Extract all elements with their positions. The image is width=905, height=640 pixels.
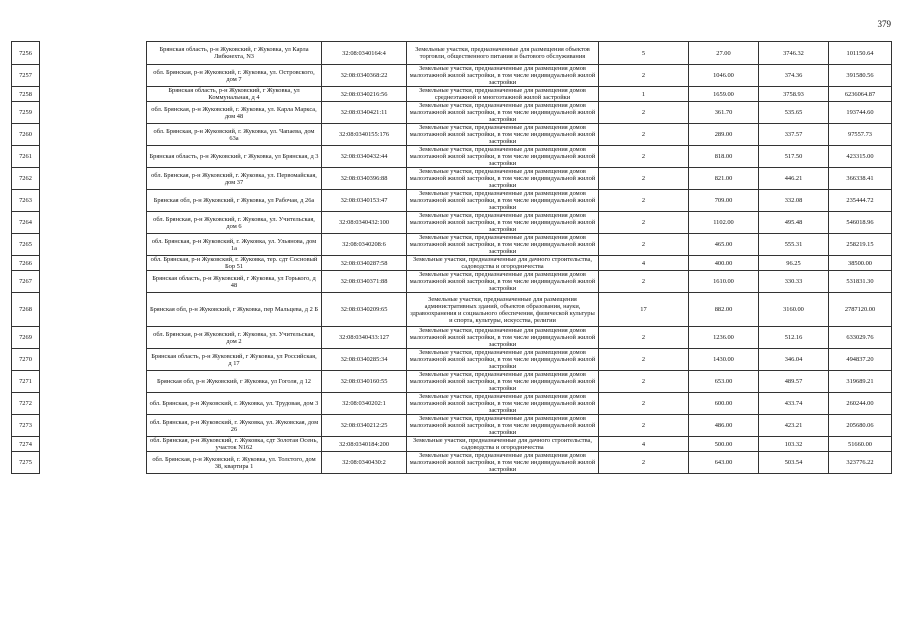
land-use-cell: Земельные участки, предназначенные для размещения домов малоэтажной жилой застройки, в том числе индивидуальной жилой застройки (407, 371, 599, 393)
gap-cell (40, 42, 147, 65)
cadastral-value-cell: 38500.00 (829, 256, 892, 271)
rate-cell: 289.00 (689, 124, 759, 146)
table-row (12, 415, 892, 437)
address-cell: обл. Брянская, р-н Жуковский, г. Жуковка, тер. сдт Сосновый Бор 51 (147, 256, 322, 271)
group-cell: 2 (599, 102, 689, 124)
cadastral-number-cell: 32:08:0340164:4 (322, 42, 407, 65)
rate-cell: 27.00 (689, 42, 759, 65)
area-cell: 96.25 (759, 256, 829, 271)
group-cell: 4 (599, 437, 689, 452)
address-cell: Брянская область, р-н Жуковский, г Жуковка, ул Российская, д 17 (147, 349, 322, 371)
cadastral-number-cell: 32:08:0340209:65 (322, 293, 407, 327)
rate-cell: 818.00 (689, 146, 759, 168)
gap-cell (40, 234, 147, 256)
land-use-cell: Земельные участки, предназначенные для размещения домов малоэтажной жилой застройки, в том числе индивидуальной жилой застройки (407, 212, 599, 234)
row-id-cell: 7274 (12, 437, 40, 452)
land-use-cell: Земельные участки, предназначенные для размещения домов малоэтажной жилой застройки, в том числе индивидуальной жилой застройки (407, 102, 599, 124)
cadastral-number-cell: 32:08:0340430:2 (322, 452, 407, 474)
rate-cell: 1236.00 (689, 327, 759, 349)
cadastral-value-cell: 423315.00 (829, 146, 892, 168)
table-row (12, 124, 892, 146)
cadastral-value-cell: 260244.00 (829, 393, 892, 415)
group-cell: 2 (599, 190, 689, 212)
table-row (12, 452, 892, 474)
gap-cell (40, 371, 147, 393)
cadastral-value-cell: 633029.76 (829, 327, 892, 349)
area-cell: 446.21 (759, 168, 829, 190)
group-cell: 2 (599, 393, 689, 415)
group-cell: 2 (599, 271, 689, 293)
gap-cell (40, 393, 147, 415)
cadastral-number-cell: 32:08:0340421:11 (322, 102, 407, 124)
cadastral-value-cell: 531831.30 (829, 271, 892, 293)
table-row (12, 256, 892, 271)
group-cell: 2 (599, 415, 689, 437)
gap-cell (40, 65, 147, 87)
gap-cell (40, 146, 147, 168)
area-cell: 423.21 (759, 415, 829, 437)
address-cell: Брянская обл, р-н Жуковский, г Жуковка, ул Рабочая, д 26а (147, 190, 322, 212)
gap-cell (40, 124, 147, 146)
group-cell: 2 (599, 234, 689, 256)
area-cell: 512.16 (759, 327, 829, 349)
address-cell: обл. Брянская, р-н Жуковский, г. Жуковка, ул. Толстого, дом 38, квартира 1 (147, 452, 322, 474)
row-id-cell: 7270 (12, 349, 40, 371)
rate-cell: 500.00 (689, 437, 759, 452)
gap-cell (40, 212, 147, 234)
group-cell: 2 (599, 212, 689, 234)
table-row (12, 293, 892, 327)
cadastral-number-cell: 32:08:0340371:88 (322, 271, 407, 293)
cadastral-value-cell: 391580.56 (829, 65, 892, 87)
land-use-cell: Земельные участки, предназначенные для размещения домов малоэтажной жилой застройки, в том числе индивидуальной жилой застройки (407, 271, 599, 293)
address-cell: обл. Брянская, р-н Жуковский, г. Жуковка, ул. Ульянова, дом 1а (147, 234, 322, 256)
table-row (12, 393, 892, 415)
table-row (12, 234, 892, 256)
land-use-cell: Земельные участки, предназначенные для размещения домов малоэтажной жилой застройки, в том числе индивидуальной жилой застройки (407, 65, 599, 87)
group-cell: 2 (599, 168, 689, 190)
group-cell: 2 (599, 452, 689, 474)
cadastral-number-cell: 32:08:0340155:176 (322, 124, 407, 146)
address-cell: обл. Брянская, р-н Жуковский, г. Жуковка, ул. Первомайская, дом 37 (147, 168, 322, 190)
cadastral-number-cell: 32:08:0340432:100 (322, 212, 407, 234)
group-cell: 5 (599, 42, 689, 65)
row-id-cell: 7262 (12, 168, 40, 190)
area-cell: 433.74 (759, 393, 829, 415)
cadastral-value-cell: 6236064.87 (829, 87, 892, 102)
land-use-cell: Земельные участки, предназначенные для дачного строительства, садоводства и огородничества (407, 437, 599, 452)
area-cell: 489.57 (759, 371, 829, 393)
group-cell: 1 (599, 87, 689, 102)
area-cell: 337.57 (759, 124, 829, 146)
land-use-cell: Земельные участки, предназначенные для размещения домов малоэтажной жилой застройки, в том числе индивидуальной жилой застройки (407, 168, 599, 190)
row-id-cell: 7263 (12, 190, 40, 212)
row-id-cell: 7264 (12, 212, 40, 234)
gap-cell (40, 190, 147, 212)
table-row (12, 190, 892, 212)
address-cell: обл. Брянская, р-н Жуковский, г. Жуковка, ул. Жуковская, дом 26 (147, 415, 322, 437)
table-row (12, 212, 892, 234)
table-row (12, 271, 892, 293)
cadastral-number-cell: 32:08:0340285:34 (322, 349, 407, 371)
land-use-cell: Земельные участки, предназначенные для размещения домов малоэтажной жилой застройки, в том числе индивидуальной жилой застройки (407, 234, 599, 256)
row-id-cell: 7273 (12, 415, 40, 437)
table-row (12, 65, 892, 87)
cadastral-value-cell: 319689.21 (829, 371, 892, 393)
rate-cell: 882.00 (689, 293, 759, 327)
area-cell: 103.32 (759, 437, 829, 452)
cadastral-value-cell: 323776.22 (829, 452, 892, 474)
address-cell: обл. Брянская, р-н Жуковский, г. Жуковка, ул. Островского, дом 7 (147, 65, 322, 87)
area-cell: 535.65 (759, 102, 829, 124)
rate-cell: 1046.00 (689, 65, 759, 87)
cadastral-number-cell: 32:08:0340160:55 (322, 371, 407, 393)
area-cell: 503.54 (759, 452, 829, 474)
cadastral-value-cell: 366338.41 (829, 168, 892, 190)
address-cell: обл. Брянская, р-н Жуковский, г. Жуковка, ул. Карла Маркса, дом 48 (147, 102, 322, 124)
group-cell: 2 (599, 124, 689, 146)
cadastral-number-cell: 32:08:0340208:6 (322, 234, 407, 256)
gap-cell (40, 437, 147, 452)
land-use-cell: Земельные участки, предназначенные для дачного строительства, садоводства и огородничества (407, 256, 599, 271)
land-registry-table (11, 41, 892, 474)
rate-cell: 465.00 (689, 234, 759, 256)
land-use-cell: Земельные участки, предназначенные для размещения объектов торговли, общественного питания и бытового обслуживания (407, 42, 599, 65)
cadastral-value-cell: 205680.06 (829, 415, 892, 437)
cadastral-number-cell: 32:08:0340433:127 (322, 327, 407, 349)
cadastral-value-cell: 2787120.00 (829, 293, 892, 327)
land-use-cell: Земельные участки, предназначенные для размещения домов малоэтажной жилой застройки, в том числе индивидуальной жилой застройки (407, 190, 599, 212)
cadastral-value-cell: 235444.72 (829, 190, 892, 212)
address-cell: Брянская область, р-н Жуковский, г Жуковка, ул Брянская, д 3 (147, 146, 322, 168)
land-use-cell: Земельные участки, предназначенные для размещения домов малоэтажной жилой застройки, в том числе индивидуальной жилой застройки (407, 415, 599, 437)
rate-cell: 1102.00 (689, 212, 759, 234)
rate-cell: 361.70 (689, 102, 759, 124)
cadastral-number-cell: 32:08:0340396:88 (322, 168, 407, 190)
row-id-cell: 7275 (12, 452, 40, 474)
cadastral-value-cell: 546018.96 (829, 212, 892, 234)
cadastral-number-cell: 32:08:0340287:58 (322, 256, 407, 271)
address-cell: Брянская область, р-н Жуковский, г Жуковка, ул Карла Либкнехта, N3 (147, 42, 322, 65)
group-cell: 17 (599, 293, 689, 327)
cadastral-number-cell: 32:08:0340184:200 (322, 437, 407, 452)
table-row (12, 437, 892, 452)
cadastral-number-cell: 32:08:0340212:25 (322, 415, 407, 437)
page-number: 379 (877, 19, 891, 29)
area-cell: 330.33 (759, 271, 829, 293)
rate-cell: 821.00 (689, 168, 759, 190)
row-id-cell: 7268 (12, 293, 40, 327)
gap-cell (40, 87, 147, 102)
row-id-cell: 7272 (12, 393, 40, 415)
cadastral-number-cell: 32:08:0340216:56 (322, 87, 407, 102)
rate-cell: 653.00 (689, 371, 759, 393)
land-use-cell: Земельные участки, предназначенные для размещения домов среднеэтажной и многоэтажной жилой застройки (407, 87, 599, 102)
cadastral-number-cell: 32:08:0340432:44 (322, 146, 407, 168)
gap-cell (40, 168, 147, 190)
table-body (12, 42, 892, 474)
group-cell: 2 (599, 65, 689, 87)
row-id-cell: 7265 (12, 234, 40, 256)
group-cell: 2 (599, 146, 689, 168)
area-cell: 3746.32 (759, 42, 829, 65)
group-cell: 2 (599, 327, 689, 349)
table-row (12, 146, 892, 168)
rate-cell: 1659.00 (689, 87, 759, 102)
cadastral-number-cell: 32:08:0340368:22 (322, 65, 407, 87)
group-cell: 2 (599, 371, 689, 393)
table-row (12, 371, 892, 393)
address-cell: Брянская обл, р-н Жуковский, г Жуковка, пер Мальцева, д 2 Б (147, 293, 322, 327)
rate-cell: 600.00 (689, 393, 759, 415)
table-row (12, 349, 892, 371)
row-id-cell: 7267 (12, 271, 40, 293)
area-cell: 3160.00 (759, 293, 829, 327)
rate-cell: 1430.00 (689, 349, 759, 371)
table-row (12, 327, 892, 349)
rate-cell: 709.00 (689, 190, 759, 212)
area-cell: 555.31 (759, 234, 829, 256)
table-row (12, 168, 892, 190)
cadastral-value-cell: 494837.20 (829, 349, 892, 371)
land-use-cell: Земельные участки, предназначенные для размещения домов малоэтажной жилой застройки, в том числе индивидуальной жилой застройки (407, 452, 599, 474)
cadastral-value-cell: 51660.00 (829, 437, 892, 452)
table-row (12, 42, 892, 65)
area-cell: 3758.93 (759, 87, 829, 102)
row-id-cell: 7259 (12, 102, 40, 124)
land-use-cell: Земельные участки, предназначенные для размещения административных зданий, объектов образования, науки, здравоохранения и социального обеспечения, физической культуры и спорта, культуры, искусства, религии (407, 293, 599, 327)
area-cell: 332.08 (759, 190, 829, 212)
table-row (12, 102, 892, 124)
land-use-cell: Земельные участки, предназначенные для размещения домов малоэтажной жилой застройки, в том числе индивидуальной жилой застройки (407, 124, 599, 146)
row-id-cell: 7261 (12, 146, 40, 168)
row-id-cell: 7260 (12, 124, 40, 146)
row-id-cell: 7256 (12, 42, 40, 65)
gap-cell (40, 415, 147, 437)
area-cell: 374.36 (759, 65, 829, 87)
gap-cell (40, 327, 147, 349)
rate-cell: 400.00 (689, 256, 759, 271)
cadastral-number-cell: 32:08:0340153:47 (322, 190, 407, 212)
row-id-cell: 7258 (12, 87, 40, 102)
area-cell: 517.50 (759, 146, 829, 168)
group-cell: 2 (599, 349, 689, 371)
group-cell: 4 (599, 256, 689, 271)
rate-cell: 486.00 (689, 415, 759, 437)
land-use-cell: Земельные участки, предназначенные для размещения домов малоэтажной жилой застройки, в том числе индивидуальной жилой застройки (407, 393, 599, 415)
address-cell: обл. Брянская, р-н Жуковский, г. Жуковка, ул. Чапаева, дом 63а (147, 124, 322, 146)
cadastral-number-cell: 32:08:0340202:1 (322, 393, 407, 415)
land-use-cell: Земельные участки, предназначенные для размещения домов малоэтажной жилой застройки, в том числе индивидуальной жилой застройки (407, 146, 599, 168)
address-cell: Брянская область, р-н Жуковский, г Жуковка, ул Горького, д 48 (147, 271, 322, 293)
row-id-cell: 7271 (12, 371, 40, 393)
cadastral-value-cell: 193744.60 (829, 102, 892, 124)
gap-cell (40, 102, 147, 124)
rate-cell: 643.00 (689, 452, 759, 474)
gap-cell (40, 256, 147, 271)
area-cell: 346.04 (759, 349, 829, 371)
row-id-cell: 7257 (12, 65, 40, 87)
address-cell: обл. Брянская, р-н Жуковский, г. Жуковка, ул. Учительская, дом 2 (147, 327, 322, 349)
cadastral-value-cell: 97557.73 (829, 124, 892, 146)
gap-cell (40, 271, 147, 293)
table-row (12, 87, 892, 102)
rate-cell: 1610.00 (689, 271, 759, 293)
area-cell: 495.48 (759, 212, 829, 234)
address-cell: Брянская область, р-н Жуковский, г Жуковка, ул Коммунальная, д 4 (147, 87, 322, 102)
gap-cell (40, 452, 147, 474)
land-use-cell: Земельные участки, предназначенные для размещения домов малоэтажной жилой застройки, в том числе индивидуальной жилой застройки (407, 327, 599, 349)
address-cell: обл. Брянская, р-н Жуковский, г. Жуковка, ул. Учительская, дом 6 (147, 212, 322, 234)
row-id-cell: 7269 (12, 327, 40, 349)
land-use-cell: Земельные участки, предназначенные для размещения домов малоэтажной жилой застройки, в том числе индивидуальной жилой застройки (407, 349, 599, 371)
cadastral-value-cell: 101150.64 (829, 42, 892, 65)
gap-cell (40, 293, 147, 327)
gap-cell (40, 349, 147, 371)
cadastral-value-cell: 258219.15 (829, 234, 892, 256)
address-cell: Брянская обл, р-н Жуковский, г Жуковка, ул Гоголя, д 12 (147, 371, 322, 393)
address-cell: обл. Брянская, р-н Жуковский, г. Жуковка, ул. Трудовая, дом 3 (147, 393, 322, 415)
address-cell: обл. Брянская, р-н Жуковский, г. Жуковка, сдт Золотая Осень, участок N162 (147, 437, 322, 452)
row-id-cell: 7266 (12, 256, 40, 271)
